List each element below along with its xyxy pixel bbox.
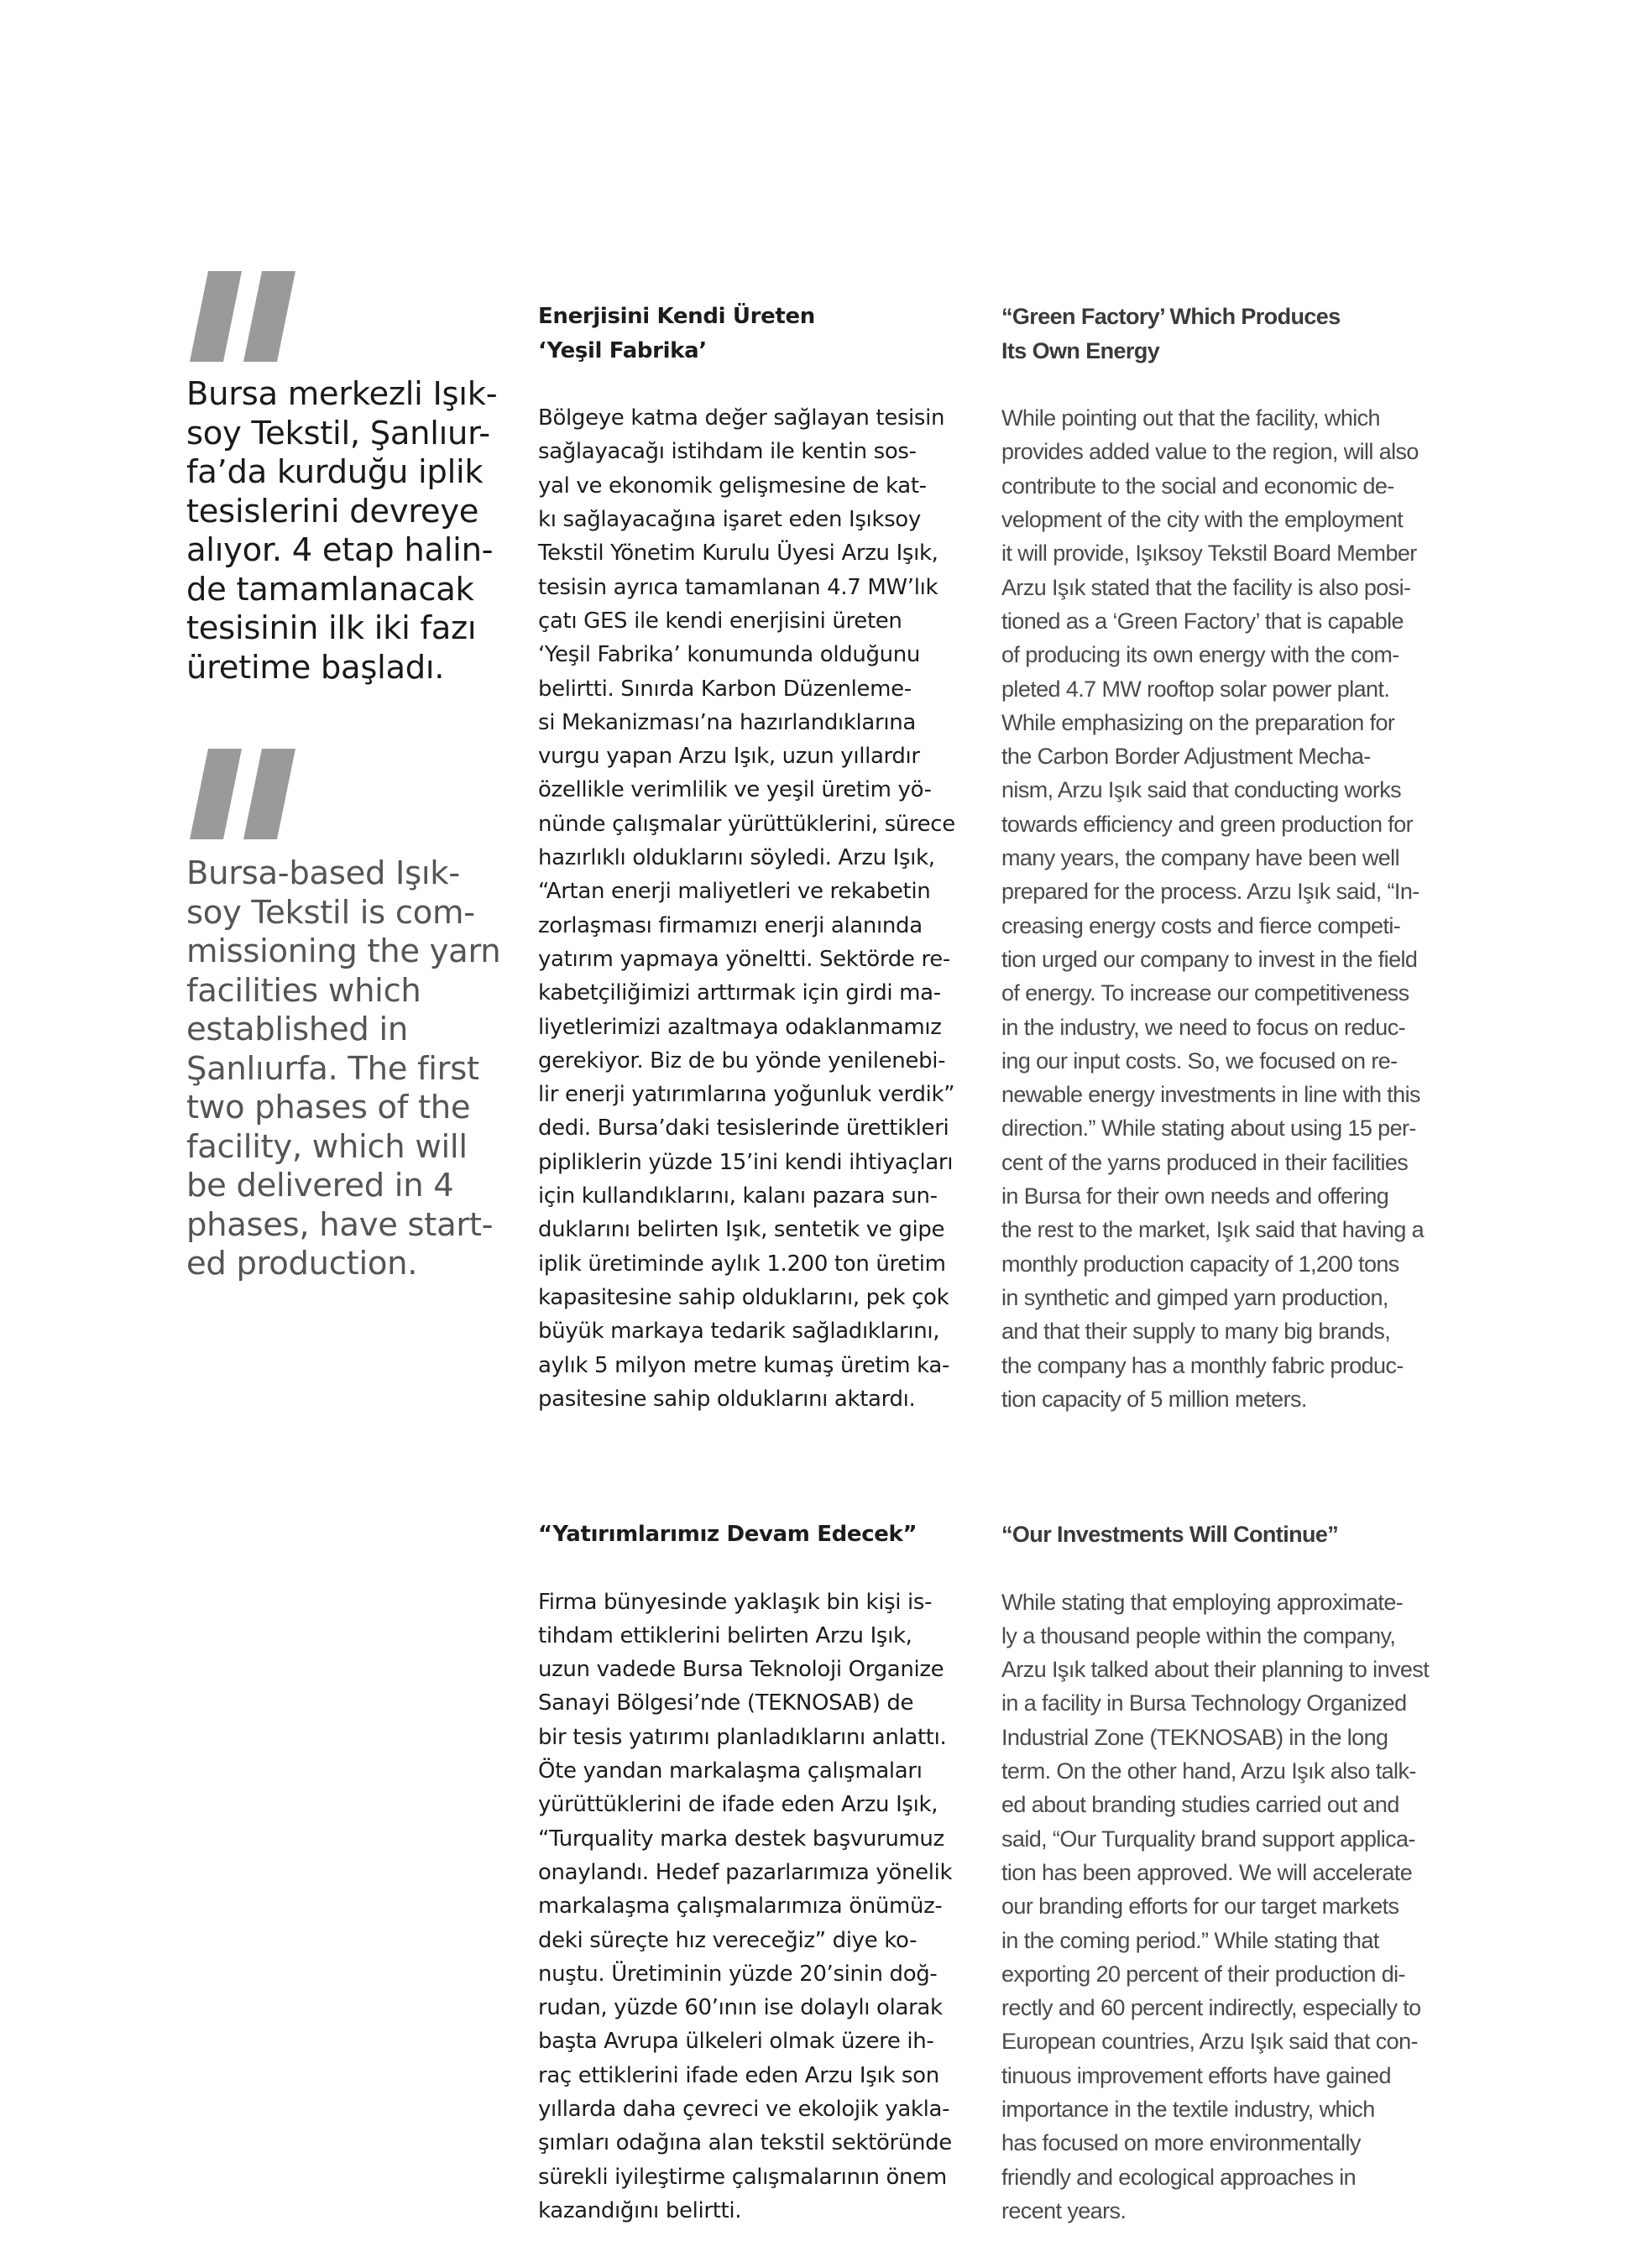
double-quote-icon bbox=[190, 749, 307, 841]
section-heading: “Yatırımlarımız Devam Edecek” bbox=[538, 1521, 917, 1547]
section-body: While pointing out that the facility, which provides added value to the region, will also contribute to the social and economic de- velopment of the city with the employment it will provide, Işıksoy Tekstil Board Member Arzu Işık stated that the facility is also posi- tioned as a ‘Green Factory’ that is capable of producing its own energy with the com- pleted 4.7 MW rooftop solar power plant. While emphasizing on the preparation for the Carbon Border Adjustment Mecha- nism, Arzu Işık said that conducting works towards efficiency and green production for many years, the company have been well prepared for the process. Arzu Işık said, “In- creasing energy costs and fierce competi- tion urged our company to invest in the field of energy. To increase our competitiveness in the industry, we need to focus on reduc- ing our input costs. So, we focused on re- newable energy investments in line with this direction.” While stating about using 15 per- cent of the yarns produced in their facilities in Bursa for their own needs and offering the rest to the market, Işık said that having a monthly production capacity of 1,200 tons in synthetic and gimped yarn production, and that their supply to many big brands, the company has a monthly fabric produc- tion capacity of 5 million meters. bbox=[1001, 405, 1425, 1412]
pull-quote-turkish: Bursa merkezli Işık- soy Tekstil, Şanlıur- fa’da kurduğu iplik tesislerini devreye alıyor. 4 etap halin- de tamamlanacak tesisinin ilk iki fazı üretime başladı. bbox=[186, 375, 498, 687]
section-heading: “Green Factory’ Which Produces Its Own Energy bbox=[1001, 304, 1341, 363]
turkish-column bbox=[538, 266, 975, 2262]
section-heading: “Our Investments Will Continue” bbox=[1001, 1521, 1339, 1547]
section-body: Bölgeye katma değer sağlayan tesisin sağlayacağı istihdam ile kentin sos- yal ve ekonomik gelişmesine de kat- kı sağlayacağına işaret eden Işıksoy Tekstil Yönetim Kurulu Üyesi Arzu Işık, tesisin ayrıca tamamlanan 4.7 MW’lık çatı GES ile kendi enerjisini üreten ‘Yeşil Fabrika’ konumunda olduğunu belirtti. Sınırda Karbon Düzenleme- si Mekanizması’na hazırlandıklarına vurgu yapan Arzu Işık, uzun yıllardır özellikle verimlilik ve yeşil üretim yö- nünde çalışmalar yürüttüklerini, sürece hazırlıklı olduklarını söyledi. Arzu Işık, “Artan enerji maliyetleri ve rekabetin zorlaşması firmamızı enerji alanında yatırım yapmaya yöneltti. Sektörde re- kabetçiliğimizi arttırmak için girdi ma- liyetlerimizi azaltmaya odaklanmamız gerekiyor. Biz de bu yönde yenilenebi- lir enerji yatırımlarına yoğunluk verdik” dedi. Bursa’daki tesislerinde ürettikleri pipliklerin yüzde 15’ini kendi ihtiyaçları için kullandıklarını, kalanı pazara sun- duklarını belirten Işık, sentetik ve gipe iplik üretiminde aylık 1.200 ton üretim kapasitesine sahip olduklarını, pek çok büyük markaya tedarik sağladıklarını, aylık 5 milyon metre kumaş üretim ka- pasitesine sahip olduklarını aktardı. bbox=[538, 405, 955, 1412]
section-body: While stating that employing approximate- ly a thousand people within the company, Arzu Işık talked about their planning to invest in a facility in Bursa Technology Organized Industrial Zone (TEKNOSAB) in the long term. On the other hand, Arzu Işık also talk- ed about branding studies carried out and said, “Our Turquality brand support applica- tion has been approved. We will accelerate our branding efforts for our target markets in the coming period.” While stating that exporting 20 percent of their production di- rectly and 60 percent indirectly, especially to European countries, Arzu Işık said that con- tinuous improvement efforts have gained importance in the textile industry, which has focused on more environmentally friendly and ecological approaches in recent years. bbox=[1001, 1589, 1430, 2223]
pull-quote-english: Bursa-based Işık- soy Tekstil is com- missioning the yarn facilities which established in Şanlıurfa. The first two phases of the facility, which will be delivered in 4 phases, have start- ed production. bbox=[186, 854, 501, 1282]
english-column bbox=[1001, 266, 1438, 2262]
section-heading: Enerjisini Kendi Üreten ‘Yeşil Fabrika’ bbox=[538, 304, 815, 363]
section-body: Firma bünyesinde yaklaşık bin kişi is- tihdam ettiklerini belirten Arzu Işık, uzun vadede Bursa Teknoloji Organize Sanayi Bölgesi’nde (TEKNOSAB) de bir tesis yatırımı planladıklarını anlattı. Öte yandan markalaşma çalışmaları yürüttüklerini de ifade eden Arzu Işık, “Turquality marka destek başvurumuz onaylandı. Hedef pazarlarımıza yönelik markalaşma çalışmalarımıza önümüz- deki süreçte hız vereceğiz” diye ko- nuştu. Üretiminin yüzde 20’sinin doğ- rudan, yüzde 60’ının ise dolaylı olarak başta Avrupa ülkeleri olmak üzere ih- raç ettiklerini ifade eden Arzu Işık son yıllarda daha çevreci ve ekolojik yakla- şımları odağına alan tekstil sektöründe sürekli iyileştirme çalışmalarının önem kazandığını belirtti. bbox=[538, 1589, 953, 2223]
double-quote-icon bbox=[190, 271, 307, 363]
